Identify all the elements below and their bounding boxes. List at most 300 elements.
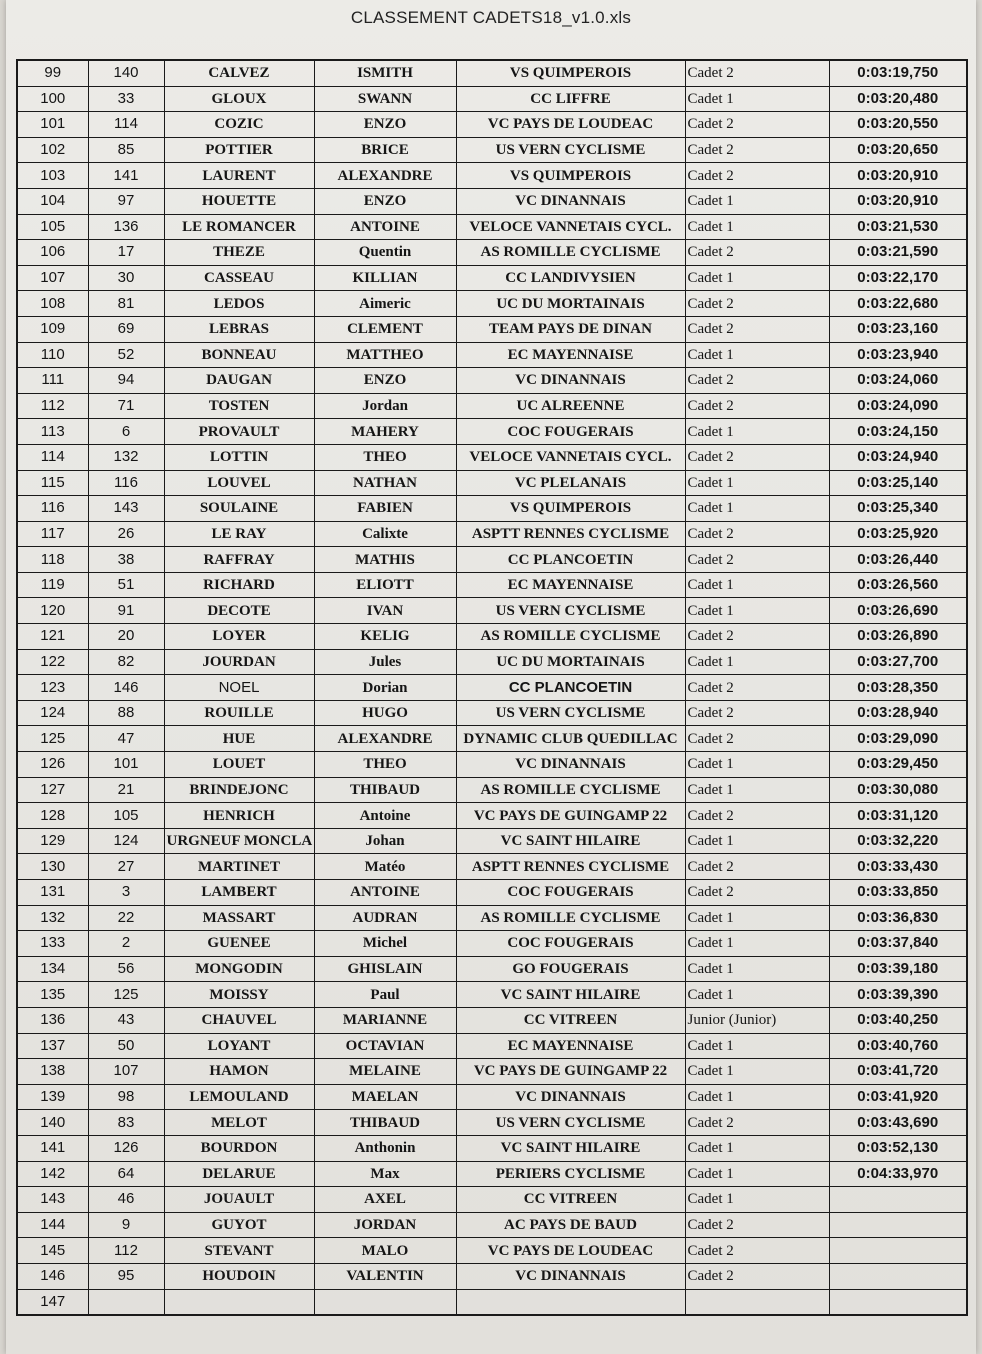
last-name-cell: GUENEE — [164, 931, 314, 957]
bib-cell: 114 — [88, 112, 164, 138]
club-cell: UC DU MORTAINAIS — [456, 649, 685, 675]
last-name-cell: LEBRAS — [164, 316, 314, 342]
place-cell: 128 — [17, 803, 88, 829]
category-cell: Cadet 2 — [685, 60, 829, 86]
first-name-cell: Johan — [314, 828, 456, 854]
results-table — [16, 59, 968, 1316]
first-name-cell: THIBAUD — [314, 1110, 456, 1136]
place-cell: 115 — [17, 470, 88, 496]
bib-cell: 132 — [88, 444, 164, 470]
last-name-cell: PROVAULT — [164, 419, 314, 445]
category-cell: Cadet 2 — [685, 1110, 829, 1136]
place-cell: 134 — [17, 956, 88, 982]
club-cell — [456, 1289, 685, 1315]
category-cell: Cadet 2 — [685, 854, 829, 880]
table-row — [17, 1161, 967, 1187]
time-cell: 0:03:40,250 — [829, 1007, 967, 1033]
last-name-cell: LOUET — [164, 752, 314, 778]
club-cell: AS ROMILLE CYCLISME — [456, 777, 685, 803]
time-cell: 0:03:20,550 — [829, 112, 967, 138]
time-cell: 0:03:20,910 — [829, 163, 967, 189]
table-row — [17, 854, 967, 880]
last-name-cell: NOEL — [164, 675, 314, 701]
first-name-cell: MATHIS — [314, 547, 456, 573]
club-cell: AS ROMILLE CYCLISME — [456, 240, 685, 266]
time-cell: 0:03:24,150 — [829, 419, 967, 445]
first-name-cell: ENZO — [314, 368, 456, 394]
last-name-cell: MARTINET — [164, 854, 314, 880]
club-cell: PERIERS CYCLISME — [456, 1161, 685, 1187]
last-name-cell: LEMOULAND — [164, 1084, 314, 1110]
last-name-cell: HENRICH — [164, 803, 314, 829]
table-row — [17, 1238, 967, 1264]
time-cell: 0:03:27,700 — [829, 649, 967, 675]
table-row — [17, 982, 967, 1008]
category-cell: Cadet 1 — [685, 905, 829, 931]
first-name-cell: JORDAN — [314, 1212, 456, 1238]
last-name-cell: HOUETTE — [164, 188, 314, 214]
category-cell: Cadet 1 — [685, 470, 829, 496]
category-cell: Cadet 2 — [685, 1212, 829, 1238]
category-cell: Cadet 1 — [685, 496, 829, 522]
time-cell: 0:03:24,940 — [829, 444, 967, 470]
bib-cell: 125 — [88, 982, 164, 1008]
place-cell: 120 — [17, 598, 88, 624]
time-cell: 0:03:26,690 — [829, 598, 967, 624]
category-cell: Cadet 1 — [685, 649, 829, 675]
first-name-cell: MAHERY — [314, 419, 456, 445]
time-cell: 0:03:21,590 — [829, 240, 967, 266]
first-name-cell: KELIG — [314, 624, 456, 650]
place-cell: 123 — [17, 675, 88, 701]
time-cell: 0:03:32,220 — [829, 828, 967, 854]
bib-cell: 9 — [88, 1212, 164, 1238]
time-cell: 0:03:21,530 — [829, 214, 967, 240]
place-cell: 130 — [17, 854, 88, 880]
first-name-cell: ENZO — [314, 112, 456, 138]
place-cell: 118 — [17, 547, 88, 573]
place-cell: 144 — [17, 1212, 88, 1238]
table-row — [17, 1033, 967, 1059]
first-name-cell: Jordan — [314, 393, 456, 419]
club-cell: UC DU MORTAINAIS — [456, 291, 685, 317]
first-name-cell: MAELAN — [314, 1084, 456, 1110]
first-name-cell: MELAINE — [314, 1059, 456, 1085]
time-cell: 0:03:41,920 — [829, 1084, 967, 1110]
category-cell: Cadet 1 — [685, 572, 829, 598]
time-cell: 0:03:23,160 — [829, 316, 967, 342]
table-row — [17, 956, 967, 982]
bib-cell: 141 — [88, 163, 164, 189]
category-cell: Cadet 1 — [685, 1033, 829, 1059]
time-cell: 0:03:31,120 — [829, 803, 967, 829]
last-name-cell: LOTTIN — [164, 444, 314, 470]
time-cell — [829, 1263, 967, 1289]
place-cell: 114 — [17, 444, 88, 470]
last-name-cell: RICHARD — [164, 572, 314, 598]
time-cell: 0:03:26,560 — [829, 572, 967, 598]
bib-cell: 88 — [88, 700, 164, 726]
last-name-cell: BONNEAU — [164, 342, 314, 368]
place-cell: 147 — [17, 1289, 88, 1315]
time-cell: 0:03:30,080 — [829, 777, 967, 803]
place-cell: 140 — [17, 1110, 88, 1136]
place-cell: 124 — [17, 700, 88, 726]
table-row — [17, 1263, 967, 1289]
place-cell: 103 — [17, 163, 88, 189]
first-name-cell: IVAN — [314, 598, 456, 624]
last-name-cell: LEDOS — [164, 291, 314, 317]
club-cell: US VERN CYCLISME — [456, 137, 685, 163]
club-cell: EC MAYENNAISE — [456, 572, 685, 598]
table-row — [17, 188, 967, 214]
time-cell: 0:03:26,440 — [829, 547, 967, 573]
table-row — [17, 726, 967, 752]
category-cell: Cadet 1 — [685, 1084, 829, 1110]
table-row — [17, 700, 967, 726]
last-name-cell: RAFFRAY — [164, 547, 314, 573]
time-cell: 0:03:26,890 — [829, 624, 967, 650]
table-row — [17, 86, 967, 112]
category-cell: Cadet 1 — [685, 419, 829, 445]
last-name-cell: MONGODIN — [164, 956, 314, 982]
first-name-cell: Anthonin — [314, 1135, 456, 1161]
table-row — [17, 291, 967, 317]
club-cell: CC PLANCOETIN — [456, 675, 685, 701]
last-name-cell: POTTIER — [164, 137, 314, 163]
time-cell: 0:03:24,090 — [829, 393, 967, 419]
club-cell: TEAM PAYS DE DINAN — [456, 316, 685, 342]
bib-cell: 47 — [88, 726, 164, 752]
time-cell: 0:03:40,760 — [829, 1033, 967, 1059]
bib-cell: 81 — [88, 291, 164, 317]
bib-cell: 3 — [88, 880, 164, 906]
category-cell: Cadet 1 — [685, 86, 829, 112]
time-cell: 0:03:33,430 — [829, 854, 967, 880]
last-name-cell: HOUDOIN — [164, 1263, 314, 1289]
last-name-cell: DELARUE — [164, 1161, 314, 1187]
category-cell: Cadet 2 — [685, 163, 829, 189]
place-cell: 109 — [17, 316, 88, 342]
table-row — [17, 60, 967, 86]
club-cell: US VERN CYCLISME — [456, 700, 685, 726]
place-cell: 100 — [17, 86, 88, 112]
category-cell: Cadet 1 — [685, 214, 829, 240]
place-cell: 132 — [17, 905, 88, 931]
club-cell: VC DINANNAIS — [456, 1263, 685, 1289]
first-name-cell: VALENTIN — [314, 1263, 456, 1289]
club-cell: VC SAINT HILAIRE — [456, 982, 685, 1008]
category-cell: Cadet 2 — [685, 368, 829, 394]
first-name-cell: AUDRAN — [314, 905, 456, 931]
table-row — [17, 265, 967, 291]
category-cell: Cadet 2 — [685, 291, 829, 317]
category-cell: Cadet 2 — [685, 547, 829, 573]
time-cell: 0:03:20,910 — [829, 188, 967, 214]
club-cell: VELOCE VANNETAIS CYCL. — [456, 214, 685, 240]
first-name-cell: Antoine — [314, 803, 456, 829]
first-name-cell: MALO — [314, 1238, 456, 1264]
category-cell: Cadet 1 — [685, 828, 829, 854]
bib-cell: 30 — [88, 265, 164, 291]
club-cell: EC MAYENNAISE — [456, 342, 685, 368]
time-cell: 0:03:28,940 — [829, 700, 967, 726]
table-row — [17, 777, 967, 803]
time-cell: 0:04:33,970 — [829, 1161, 967, 1187]
club-cell: VS QUIMPEROIS — [456, 496, 685, 522]
table-row — [17, 828, 967, 854]
place-cell: 143 — [17, 1187, 88, 1213]
last-name-cell: DECOTE — [164, 598, 314, 624]
place-cell: 138 — [17, 1059, 88, 1085]
first-name-cell: Quentin — [314, 240, 456, 266]
first-name-cell: Paul — [314, 982, 456, 1008]
last-name-cell: THEZE — [164, 240, 314, 266]
place-cell: 119 — [17, 572, 88, 598]
category-cell: Cadet 2 — [685, 444, 829, 470]
club-cell: COC FOUGERAIS — [456, 419, 685, 445]
place-cell: 146 — [17, 1263, 88, 1289]
first-name-cell: Matéo — [314, 854, 456, 880]
club-cell: COC FOUGERAIS — [456, 931, 685, 957]
category-cell: Cadet 2 — [685, 700, 829, 726]
bib-cell: 83 — [88, 1110, 164, 1136]
club-cell: VC PAYS DE LOUDEAC — [456, 112, 685, 138]
category-cell: Cadet 1 — [685, 598, 829, 624]
club-cell: DYNAMIC CLUB QUEDILLAC — [456, 726, 685, 752]
place-cell: 108 — [17, 291, 88, 317]
first-name-cell: ALEXANDRE — [314, 726, 456, 752]
place-cell: 141 — [17, 1135, 88, 1161]
place-cell: 122 — [17, 649, 88, 675]
first-name-cell: AXEL — [314, 1187, 456, 1213]
category-cell: Cadet 2 — [685, 880, 829, 906]
category-cell: Cadet 2 — [685, 675, 829, 701]
place-cell: 142 — [17, 1161, 88, 1187]
first-name-cell: GHISLAIN — [314, 956, 456, 982]
time-cell: 0:03:29,090 — [829, 726, 967, 752]
category-cell: Cadet 2 — [685, 1263, 829, 1289]
table-row — [17, 163, 967, 189]
bib-cell: 17 — [88, 240, 164, 266]
bib-cell: 33 — [88, 86, 164, 112]
bib-cell: 50 — [88, 1033, 164, 1059]
bib-cell: 94 — [88, 368, 164, 394]
bib-cell: 107 — [88, 1059, 164, 1085]
place-cell: 102 — [17, 137, 88, 163]
place-cell: 99 — [17, 60, 88, 86]
bib-cell: 2 — [88, 931, 164, 957]
last-name-cell: COZIC — [164, 112, 314, 138]
bib-cell: 126 — [88, 1135, 164, 1161]
category-cell: Cadet 2 — [685, 1238, 829, 1264]
last-name-cell: ROUILLE — [164, 700, 314, 726]
club-cell: ASPTT RENNES CYCLISME — [456, 854, 685, 880]
time-cell: 0:03:43,690 — [829, 1110, 967, 1136]
first-name-cell: BRICE — [314, 137, 456, 163]
table-row — [17, 470, 967, 496]
last-name-cell — [164, 1289, 314, 1315]
bib-cell: 21 — [88, 777, 164, 803]
last-name-cell: LE ROMANCER — [164, 214, 314, 240]
bib-cell: 140 — [88, 60, 164, 86]
table-row — [17, 572, 967, 598]
last-name-cell: GUYOT — [164, 1212, 314, 1238]
table-row — [17, 521, 967, 547]
last-name-cell: LOYANT — [164, 1033, 314, 1059]
place-cell: 111 — [17, 368, 88, 394]
bib-cell: 46 — [88, 1187, 164, 1213]
club-cell: US VERN CYCLISME — [456, 598, 685, 624]
last-name-cell: JOURDAN — [164, 649, 314, 675]
category-cell: Cadet 1 — [685, 1059, 829, 1085]
club-cell: AC PAYS DE BAUD — [456, 1212, 685, 1238]
place-cell: 121 — [17, 624, 88, 650]
place-cell: 106 — [17, 240, 88, 266]
place-cell: 116 — [17, 496, 88, 522]
club-cell: VC SAINT HILAIRE — [456, 1135, 685, 1161]
time-cell: 0:03:25,140 — [829, 470, 967, 496]
club-cell: CC LIFFRE — [456, 86, 685, 112]
bib-cell: 105 — [88, 803, 164, 829]
time-cell: 0:03:20,650 — [829, 137, 967, 163]
first-name-cell: SWANN — [314, 86, 456, 112]
club-cell: AS ROMILLE CYCLISME — [456, 905, 685, 931]
bib-cell: 85 — [88, 137, 164, 163]
bib-cell: 98 — [88, 1084, 164, 1110]
first-name-cell: THEO — [314, 752, 456, 778]
club-cell: VELOCE VANNETAIS CYCL. — [456, 444, 685, 470]
table-row — [17, 1110, 967, 1136]
time-cell: 0:03:39,180 — [829, 956, 967, 982]
club-cell: VC SAINT HILAIRE — [456, 828, 685, 854]
first-name-cell: THEO — [314, 444, 456, 470]
bib-cell: 6 — [88, 419, 164, 445]
club-cell: VC PAYS DE GUINGAMP 22 — [456, 1059, 685, 1085]
bib-cell: 112 — [88, 1238, 164, 1264]
table-row — [17, 419, 967, 445]
place-cell: 135 — [17, 982, 88, 1008]
last-name-cell: BRINDEJONC — [164, 777, 314, 803]
place-cell: 112 — [17, 393, 88, 419]
bib-cell: 22 — [88, 905, 164, 931]
bib-cell: 101 — [88, 752, 164, 778]
place-cell: 110 — [17, 342, 88, 368]
club-cell: CC LANDIVYSIEN — [456, 265, 685, 291]
time-cell: 0:03:25,920 — [829, 521, 967, 547]
place-cell: 101 — [17, 112, 88, 138]
table-row — [17, 1212, 967, 1238]
place-cell: 129 — [17, 828, 88, 854]
category-cell: Cadet 1 — [685, 931, 829, 957]
category-cell: Cadet 1 — [685, 1161, 829, 1187]
last-name-cell: MASSART — [164, 905, 314, 931]
category-cell: Cadet 1 — [685, 752, 829, 778]
club-cell: AS ROMILLE CYCLISME — [456, 624, 685, 650]
place-cell: 136 — [17, 1007, 88, 1033]
table-row — [17, 368, 967, 394]
place-cell: 145 — [17, 1238, 88, 1264]
time-cell: 0:03:41,720 — [829, 1059, 967, 1085]
first-name-cell: ALEXANDRE — [314, 163, 456, 189]
last-name-cell: LAURENT — [164, 163, 314, 189]
bib-cell: 43 — [88, 1007, 164, 1033]
results-body — [17, 60, 967, 1315]
last-name-cell: DAUGAN — [164, 368, 314, 394]
category-cell: Cadet 1 — [685, 982, 829, 1008]
table-row — [17, 240, 967, 266]
first-name-cell — [314, 1289, 456, 1315]
last-name-cell: JOUAULT — [164, 1187, 314, 1213]
table-row — [17, 1084, 967, 1110]
time-cell — [829, 1187, 967, 1213]
category-cell: Cadet 1 — [685, 1187, 829, 1213]
table-row — [17, 342, 967, 368]
place-cell: 137 — [17, 1033, 88, 1059]
bib-cell: 38 — [88, 547, 164, 573]
category-cell: Cadet 1 — [685, 777, 829, 803]
last-name-cell: TOSTEN — [164, 393, 314, 419]
table-row — [17, 880, 967, 906]
first-name-cell: KILLIAN — [314, 265, 456, 291]
club-cell: VC DINANNAIS — [456, 188, 685, 214]
first-name-cell: ELIOTT — [314, 572, 456, 598]
time-cell: 0:03:37,840 — [829, 931, 967, 957]
bib-cell: 51 — [88, 572, 164, 598]
table-row — [17, 624, 967, 650]
first-name-cell: Calixte — [314, 521, 456, 547]
first-name-cell: ANTOINE — [314, 880, 456, 906]
bib-cell: 116 — [88, 470, 164, 496]
table-row — [17, 137, 967, 163]
category-cell: Cadet 1 — [685, 188, 829, 214]
bib-cell: 143 — [88, 496, 164, 522]
time-cell: 0:03:52,130 — [829, 1135, 967, 1161]
last-name-cell: URGNEUF MONCLA — [164, 828, 314, 854]
last-name-cell: MOISSY — [164, 982, 314, 1008]
time-cell: 0:03:39,390 — [829, 982, 967, 1008]
club-cell: VC DINANNAIS — [456, 368, 685, 394]
first-name-cell: FABIEN — [314, 496, 456, 522]
last-name-cell: SOULAINE — [164, 496, 314, 522]
time-cell: 0:03:33,850 — [829, 880, 967, 906]
place-cell: 113 — [17, 419, 88, 445]
time-cell: 0:03:20,480 — [829, 86, 967, 112]
first-name-cell: NATHAN — [314, 470, 456, 496]
table-row — [17, 1289, 967, 1315]
table-row — [17, 752, 967, 778]
bib-cell: 27 — [88, 854, 164, 880]
category-cell: Cadet 2 — [685, 393, 829, 419]
category-cell: Cadet 2 — [685, 240, 829, 266]
bib-cell: 69 — [88, 316, 164, 342]
time-cell: 0:03:25,340 — [829, 496, 967, 522]
category-cell: Cadet 2 — [685, 624, 829, 650]
table-row — [17, 905, 967, 931]
place-cell: 104 — [17, 188, 88, 214]
first-name-cell: MATTHEO — [314, 342, 456, 368]
club-cell: EC MAYENNAISE — [456, 1033, 685, 1059]
time-cell: 0:03:28,350 — [829, 675, 967, 701]
category-cell: Cadet 2 — [685, 112, 829, 138]
last-name-cell: BOURDON — [164, 1135, 314, 1161]
club-cell: VC DINANNAIS — [456, 752, 685, 778]
table-row — [17, 803, 967, 829]
category-cell: Cadet 2 — [685, 316, 829, 342]
bib-cell: 82 — [88, 649, 164, 675]
category-cell: Cadet 1 — [685, 956, 829, 982]
club-cell: VC PAYS DE LOUDEAC — [456, 1238, 685, 1264]
